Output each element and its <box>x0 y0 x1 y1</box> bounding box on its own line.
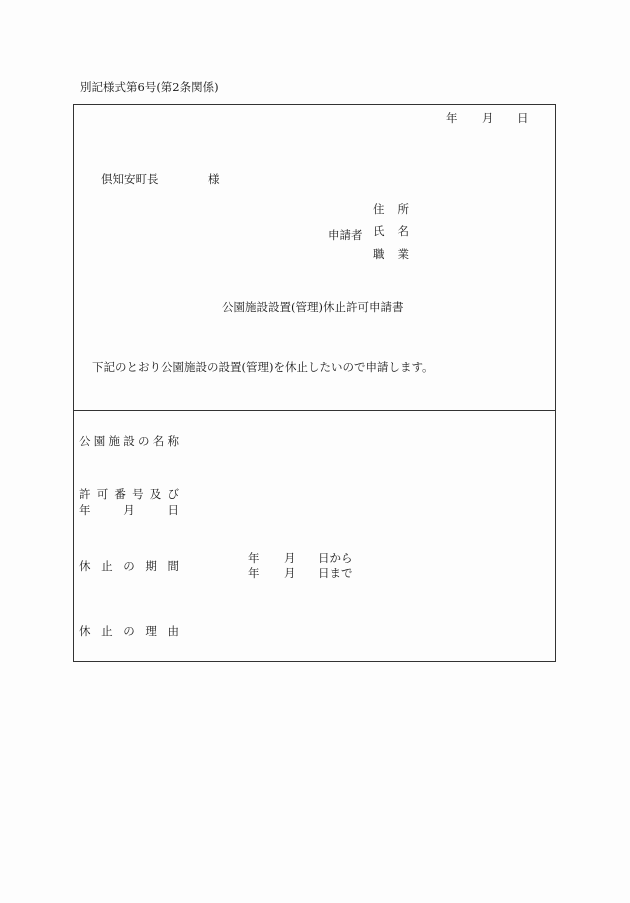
addressee-name: 倶知安町長 <box>101 172 159 186</box>
char: 由 <box>167 624 179 638</box>
period-from-day: 日から <box>318 551 353 565</box>
char: 止 <box>101 559 113 573</box>
period-to-year: 年 <box>248 566 260 580</box>
char: 休 <box>79 559 91 573</box>
char: 名 <box>397 224 409 238</box>
char: 可 <box>96 487 109 501</box>
char: 号 <box>132 487 144 501</box>
char: の <box>123 559 135 573</box>
applicant-name-label <box>373 226 409 238</box>
applicant-address-label <box>373 204 409 216</box>
char: 止 <box>101 624 113 638</box>
char: 年 <box>79 503 91 517</box>
applicant-label: 申請者 <box>328 228 363 242</box>
section-divider <box>73 410 556 411</box>
date-day: 日 <box>517 111 529 125</box>
char: 園 <box>93 434 106 448</box>
date-year: 年 <box>446 111 458 125</box>
applicant-occupation-label <box>373 249 409 261</box>
document-title: 公園施設設置(管理)休止許可申請書 <box>222 300 404 314</box>
char: 許 <box>79 487 91 501</box>
char: 業 <box>397 247 409 261</box>
char: 設 <box>123 434 135 448</box>
date-month: 月 <box>482 111 494 125</box>
char: 氏 <box>373 224 385 238</box>
char: び <box>167 487 179 501</box>
char: 住 <box>373 202 385 216</box>
char: の <box>138 434 150 448</box>
form-number: 別記様式第6号(第2条関係) <box>80 80 219 94</box>
char: 休 <box>79 624 91 638</box>
facility-name-label <box>79 436 179 448</box>
period-from-year: 年 <box>248 551 260 565</box>
char: の <box>123 624 135 638</box>
char: 称 <box>167 434 179 448</box>
char: 施 <box>108 434 120 448</box>
period-to-month: 月 <box>284 566 296 580</box>
addressee-honorific: 様 <box>208 172 220 186</box>
permit-date-label <box>79 505 179 517</box>
char: 職 <box>373 247 385 261</box>
suspension-reason-label <box>79 626 179 638</box>
permit-number-label <box>79 489 179 501</box>
suspension-period-label <box>79 561 179 573</box>
char: 所 <box>397 202 409 216</box>
period-from-month: 月 <box>284 551 296 565</box>
char: 理 <box>145 624 157 638</box>
body-text: 下記のとおり公園施設の設置(管理)を休止したいので申請します。 <box>92 360 434 374</box>
char: 番 <box>114 487 126 501</box>
char: 公 <box>79 434 91 448</box>
char: 月 <box>123 503 135 517</box>
period-to-day: 日まで <box>318 566 353 580</box>
char: 名 <box>152 434 165 448</box>
char: 期 <box>145 559 157 573</box>
char: 間 <box>167 559 179 573</box>
char: 日 <box>167 503 179 517</box>
char: 及 <box>149 487 162 501</box>
form-box <box>73 104 556 662</box>
